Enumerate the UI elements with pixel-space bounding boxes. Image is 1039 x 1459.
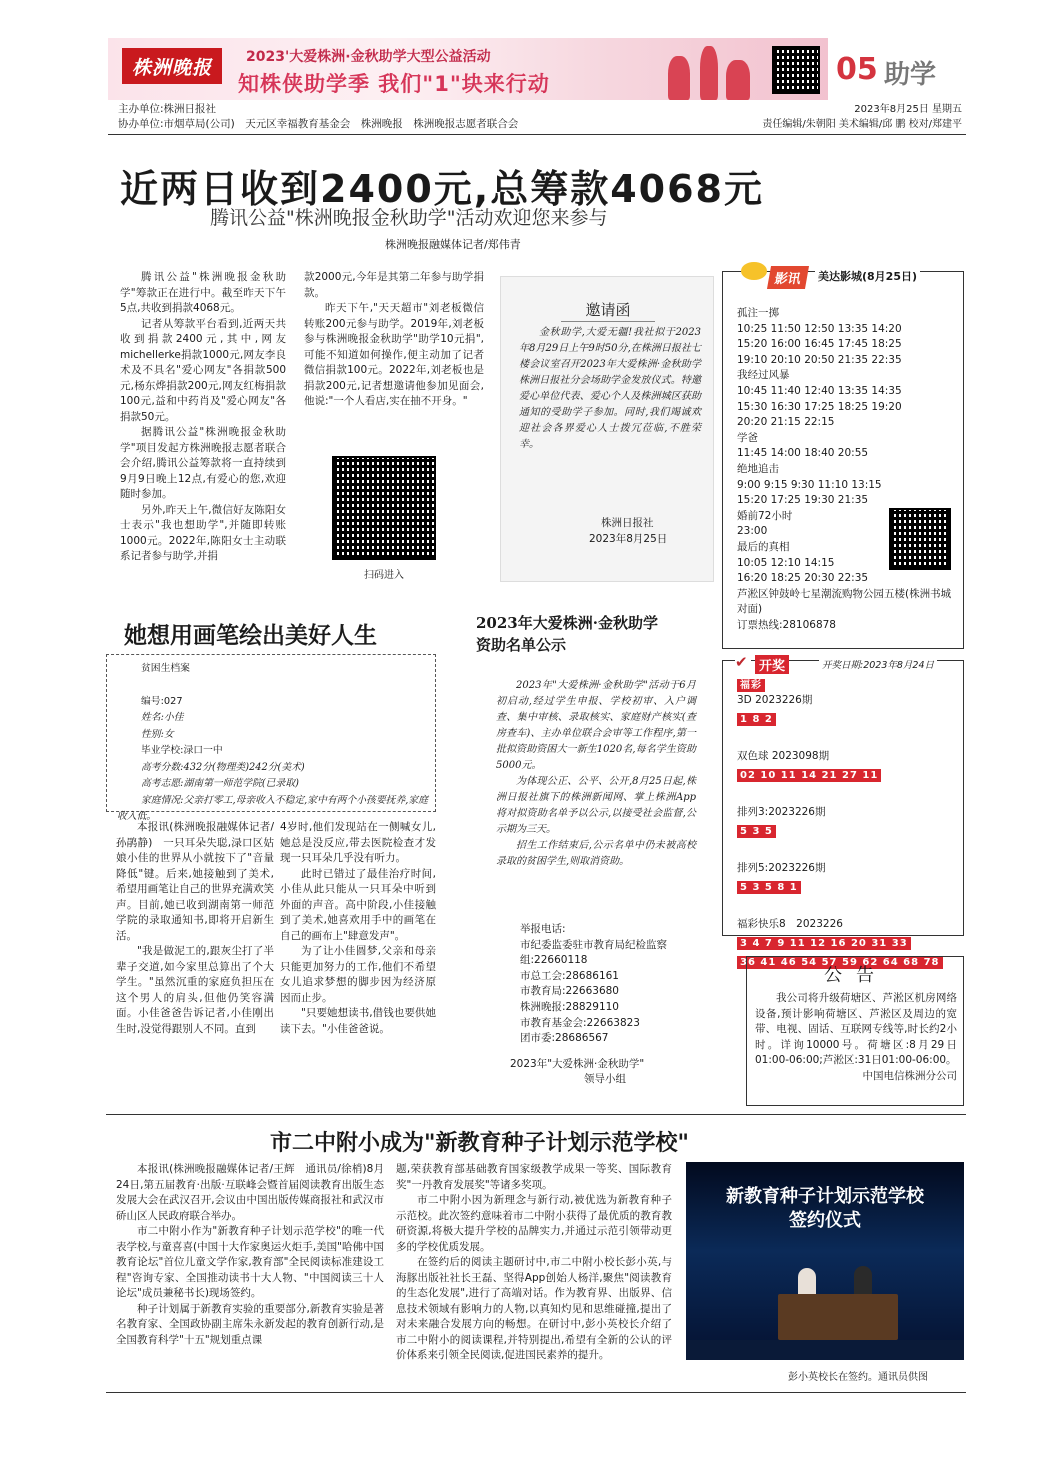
profile-field: 姓名:小佳	[141, 712, 184, 723]
footer-line: 领导小组	[584, 1073, 626, 1086]
profile-field: 家庭情况:父亲打零工,母亲收入不稳定,家中有两个小孩要抚养,家庭收入低。	[117, 794, 428, 822]
movie-title: 学爸	[737, 431, 758, 444]
contact-line: 团市委:28686567	[520, 1032, 609, 1045]
showtimes: 19:10 20:10 20:50 21:35 22:35	[737, 353, 902, 366]
paragraph: 为体现公正、公平、公开,8月25日起,株洲日报社旗下的株洲新闻网、掌上株洲App将对拟资助名单予以公示,以接受社会监督,公示期为三天。	[496, 776, 696, 835]
story4-column-1	[116, 1162, 384, 1348]
lottery-results	[722, 653, 964, 968]
showtimes: 15:20 16:00 16:45 17:45 18:25	[737, 338, 902, 351]
profile-field: 编号:027	[141, 695, 183, 707]
showtimes: 20:20 21:15 22:15	[737, 416, 835, 429]
header-divider	[108, 134, 966, 135]
newspaper-logo: 株洲晚报	[122, 48, 222, 84]
footer-line: 2023年"大爱株洲·金秋助学"	[510, 1057, 645, 1070]
cinema-name: 美达影城(8月25日)	[815, 268, 920, 284]
photo-caption: 彭小英校长在签约。通讯员供图	[788, 1372, 928, 1383]
film-camera-icon	[741, 262, 767, 280]
invitation-title: 邀请函	[585, 301, 631, 319]
paragraph: 为了让小佳圆梦,父亲和母亲只能更加努力的工作,他们不希望女儿追求梦想的脚步因为经济原因而止步。	[280, 945, 436, 1004]
issue-info	[726, 102, 962, 132]
story2-column-2	[280, 820, 436, 1037]
lottery-numbers: 3 4 7 9 11 12 16 20 31 33	[737, 937, 911, 950]
lead-headline: 近两日收到2400元,总筹款4068元	[120, 167, 764, 211]
cinema-hotline: 订票热线:28106878	[737, 618, 836, 631]
paragraph: 种子计划属于新教育实验的重要部分,新教育实验是著名教育家、全国政协副主席朱永新发起的教育创新行动,是全国教育科学"十五"规划重点课	[116, 1302, 384, 1346]
lottery-brand: 福彩	[737, 679, 765, 692]
paragraph: 市二中附小作为"新教育种子计划示范学校"的唯一代表学校,与童喜喜(中国十大作家奥运火炬手,美国"哈佛中国教育论坛"首位儿童文学作家,教育部"全民阅读标准建设工程"咨询专家、全国推动读书十大人物、"中国阅读三十人论坛"成员兼秘书长)现场签约。	[116, 1225, 384, 1299]
photo-banner-subtitle: 签约仪式	[789, 1210, 861, 1231]
lottery-game-label: 双色球 2023098期	[737, 750, 830, 762]
section-divider	[106, 1114, 966, 1115]
checkmark-icon: ✔	[735, 653, 751, 669]
lottery-game-label: 3D 2023226期	[737, 694, 813, 706]
profile-title: 贫困生档案	[141, 663, 190, 674]
paragraph: 昨天下午,"天天超市"刘老板微信转账200元参与助学。2019年,刘老板参与株洲晚报金秋助学"助学10元捐",可能不知道如何操作,便主动加了记者微信捐款100元。2022年,刘老板也是捐款200元,记者想邀请他参加见面会,他说:"一个人看店,实在抽不开身。"	[304, 302, 484, 407]
paragraph: 2023年"大爱株洲·金秋助学"活动于6月初启动,经过学生申报、学校初审、入户调查、集中审核、录取核实、家庭财产核实(查房查车)、主办单位联合会审等工作程序,第一批拟资助资困大一新生1020名,每名学生资助5000元。	[496, 680, 696, 771]
story3-headline: 2023年大爱株洲·金秋助学 资助名单公示	[476, 614, 658, 654]
showtimes: 10:25 11:50 12:50 13:35 14:20	[737, 322, 902, 335]
lottery-tag: 开奖	[755, 655, 789, 674]
invitation-org: 株洲日报社	[601, 517, 654, 529]
editor-credits: 责任编辑/朱朝阳 美术编辑/邱 鹏 校对/郑建平	[762, 119, 962, 130]
silhouette-figure-icon	[668, 56, 690, 100]
silhouette-figure-icon	[726, 60, 750, 100]
lead-subhead: 腾讯公益"株洲晚报金秋助学"活动欢迎您来参与	[210, 207, 608, 229]
signing-ceremony-photo	[686, 1162, 964, 1360]
qr-caption: 扫码进入	[364, 570, 404, 581]
notice-signature: 中国电信株洲分公司	[862, 1069, 957, 1082]
paragraph: 此时已错过了最佳治疗时间,小佳从此只能从一只耳朵中听到外面的声音。高中阶段,小佳接触到了美术,她喜欢用手中的画笔在自己的画布上"肆意发声"。	[280, 867, 436, 942]
movie-title: 最后的真相	[737, 540, 790, 553]
cinema-schedule	[722, 271, 964, 649]
showtimes: 16:20 18:25 20:30 22:35	[737, 572, 869, 585]
story4-column-2	[396, 1162, 672, 1364]
signing-table-icon	[778, 1294, 898, 1340]
lottery-numbers: 5 3 5 8 1	[737, 881, 801, 894]
notice-body: 我公司将升级荷塘区、芦淞区机房网络设备,预计影响荷塘区、芦淞区及周边的宽带、电视、固话、互联网专线等,时长约2小时。详询10000号。荷塘区:8月29日01:00-06:00;芦淞区:31日01:00-06:00。 中国电信株洲分公司	[755, 991, 957, 1084]
lead-column-2	[304, 270, 484, 410]
story2-headline: 她想用画笔绘出美好人生	[124, 622, 377, 649]
contacts-title: 举报电话:	[520, 923, 566, 935]
lottery-date: 开奖日期:2023年8月24日	[819, 657, 937, 671]
lottery-game-label: 福彩快乐8 2023226	[737, 918, 843, 930]
movie-list	[737, 306, 961, 633]
showtimes: 23:00	[737, 525, 768, 538]
footer-divider	[106, 1392, 966, 1393]
contact-line: 市教育局:22663680	[520, 985, 619, 998]
paragraph: 腾讯公益"株洲晚报金秋助学"筹款正在进行中。截至昨天下午5点,共收到捐款4068元。	[120, 271, 286, 314]
paragraph: 款2000元,今年是其第二年参与助学捐款。	[304, 271, 484, 299]
contact-line: 市纪委监委驻市教育局纪检监察组:22660118	[520, 938, 667, 967]
page-number: 05	[836, 52, 878, 87]
paragraph: "只要她想读书,借钱也要供她读下去。"小佳爸爸说。	[280, 1007, 436, 1035]
showtimes: 9:00 9:15 9:30 11:10 13:15	[737, 478, 882, 491]
cinema-qr-code-icon[interactable]	[889, 508, 951, 570]
paragraph: 另外,昨天上午,微信好友陈阳女士表示"我也想助学",并随即转账1000元。2022年,陈阳女士主动联系记者参与助学,并捐	[120, 503, 286, 562]
story2-column-1	[116, 820, 274, 1037]
profile-field: 高考志愿:湖南第一师范学院(已录取)	[141, 778, 299, 789]
lottery-numbers: 02 10 11 14 21 27 11	[737, 769, 881, 782]
donation-qr-code-icon[interactable]	[332, 456, 436, 560]
movie-title: 绝地追击	[737, 462, 779, 475]
cinema-address: 芦淞区钟鼓岭七星潮流购物公园五楼(株洲书城对面)	[737, 587, 952, 616]
paragraph: 市二中附小因为新理念与新行动,被优选为新教育种子示范校。此次签约意味着市二中附小获得了最优质的教育教研资源,将极大提升学校的品牌实力,并通过示范引领带动更多的学校优质发展。	[396, 1194, 672, 1253]
showtimes: 11:45 14:00 18:40 20:55	[737, 447, 869, 460]
invitation-body: 金秋助学,大爱无疆!我社拟于2023年8月29日上午9时50分,在株洲日报社七楼会议室召开2023年大爱株洲·金秋助学株洲日报社分会场助学金发放仪式。特邀爱心单位代表、爱心个人及株洲城区获助通知的受助学子参加。同时,我们竭诚欢迎社会各界爱心人士拨冗莅临,不胜荣幸。	[519, 327, 701, 450]
lottery-numbers: 1 8 2	[737, 713, 776, 726]
profile-field: 高考分数:432分(物理类)242分(美术)	[141, 761, 305, 773]
invitation-box	[500, 276, 714, 582]
showtimes: 15:20 17:25 19:30 21:35	[737, 494, 869, 507]
report-contacts	[496, 922, 696, 1088]
banner-event-title: 2023'大爱株洲·金秋助学大型公益活动	[246, 49, 491, 65]
story3-body	[496, 678, 696, 870]
showtimes: 10:45 11:40 12:40 13:35 14:35	[737, 384, 902, 397]
banner-slogan: 知株侠助学季 我们"1"块来行动	[238, 72, 550, 96]
paragraph: 本报讯(株洲晚报融媒体记者/王辉 通讯员/徐梢)8月24日,第五届教育·出版·互联峰会暨首届阅读教育出版生态发展大会在武汉召开,会议由中国出版传媒商报社和武汉市硚山区人民政府联合举办。	[116, 1163, 384, 1222]
profile-body	[117, 661, 431, 826]
lottery-list	[737, 673, 957, 969]
movie-title: 我经过风暴	[737, 369, 790, 382]
photo-banner-title: 新教育种子计划示范学校	[726, 1186, 924, 1207]
paragraph: 4岁时,他们发现站在一侧喊女儿,她总是没反应,带去医院检查才发现一只耳朵几乎没有听力。	[280, 821, 436, 864]
notice-box	[746, 956, 964, 1106]
paragraph: 本报讯(株洲晚报融媒体记者/孙鹃静) 一只耳朵失聪,渌口区姑娘小佳的世界从小就按下了"音量降低"键。后来,她接触到了美术,希望用画笔让自己的世界充满欢笑声。目前,她已收到湖南第一师范学院的录取通知书,即将开启新生活。	[116, 821, 274, 942]
header-banner	[108, 38, 828, 100]
movie-title: 婚前72小时	[737, 509, 793, 522]
lottery-numbers: 36 41 46 54 57 59 62 64 68 78	[737, 956, 943, 969]
movie-title: 孤注一掷	[737, 307, 779, 319]
paragraph: 记者从筹款平台看到,近两天共收到捐款2400元,其中,网友michellerke捐款1000元,网友李良术及不具名"爱心网友"各捐款500元,杨东烨捐款200元,网友红梅捐款100元,益和中药肖及"爱心网友"各捐款50元。	[120, 317, 286, 423]
banner-qr-code-icon[interactable]	[772, 46, 820, 94]
showtimes: 15:30 16:30 17:25 18:25 19:20	[737, 400, 902, 413]
silhouette-figure-icon	[700, 46, 718, 100]
profile-field: 性别:女	[141, 728, 174, 740]
lead-column-1	[120, 270, 286, 565]
paragraph: 在签约后的阅读主题研讨中,市二中附小校长彭小英,与海豚出版社社长王磊、坚得App创始人杨洋,聚焦"阅读教育的生态化发展",进行了高端对话。作为教育界、出版界、信息技术领域有影响力的人物,以真知灼见和思维碰撞,提出了对未来融合发展方向的畅想。在研讨中,彭小英校长介绍了市二中附小的阅读课程,并特别提出,希望有全新的公认的评价体系来引领全民阅读,促进国民素养的提升。	[396, 1256, 672, 1361]
lottery-game-label: 排列3:2023226期	[737, 806, 826, 818]
contact-line: 市教育基金会:22663823	[520, 1016, 640, 1029]
cinema-tag: 影讯	[767, 266, 809, 289]
section-title: 助学	[884, 60, 937, 90]
person-figure-icon	[854, 1266, 872, 1296]
divider	[561, 321, 655, 322]
sponsor-line: 主办单位:株洲日报社	[118, 103, 217, 115]
paragraph: "我是做泥工的,跟灰尘打了半辈子交道,如今家里总算出了个大学生。"虽然沉重的家庭负担压在这个男人的肩头,但他仍笑容满面。小佳爸爸告诉记者,小佳刚出生时,没觉得跟别人不同。直到	[116, 945, 274, 1035]
lottery-game-label: 排列5:2023226期	[737, 862, 826, 874]
student-profile	[106, 654, 436, 822]
profile-field: 毕业学校:渌口一中	[141, 745, 223, 756]
issue-date: 2023年8月25日 星期五	[854, 104, 962, 115]
invitation-date: 2023年8月25日	[589, 533, 668, 545]
lead-byline: 株洲晚报融媒体记者/郑伟青	[385, 238, 521, 251]
showtimes: 10:05 12:10 14:15	[737, 556, 835, 569]
lottery-numbers: 5 3 5	[737, 825, 776, 838]
notice-title: 公告	[824, 965, 888, 986]
contact-line: 株洲晚报:28829110	[520, 1000, 619, 1013]
paragraph: 据腾讯公益"株洲晚报金秋助学"项目发起方株洲晚报志愿者联合会介绍,腾讯公益筹款将一直持续到9月9日晚上12点,有爱心的您,欢迎随时参加。	[120, 426, 286, 500]
contact-line: 市总工会:28686161	[520, 969, 619, 982]
paragraph: 题,荣获教育部基础教育国家级教学成果一等奖、国际教育奖"一丹教育发展奖"等诸多奖项。	[396, 1163, 672, 1191]
story4-headline: 市二中附小成为"新教育种子计划示范学校"	[270, 1130, 689, 1156]
paragraph: 招生工作结束后,公示名单中仍未被高校录取的贫困学生,则取消资助。	[496, 840, 696, 867]
co-sponsor-line: 协办单位:市烟草局(公司) 天元区幸福教育基金会 株洲晚报 株洲晚报志愿者联合会	[118, 118, 519, 130]
stage-floor	[686, 1340, 964, 1360]
sponsor-info	[118, 102, 518, 132]
